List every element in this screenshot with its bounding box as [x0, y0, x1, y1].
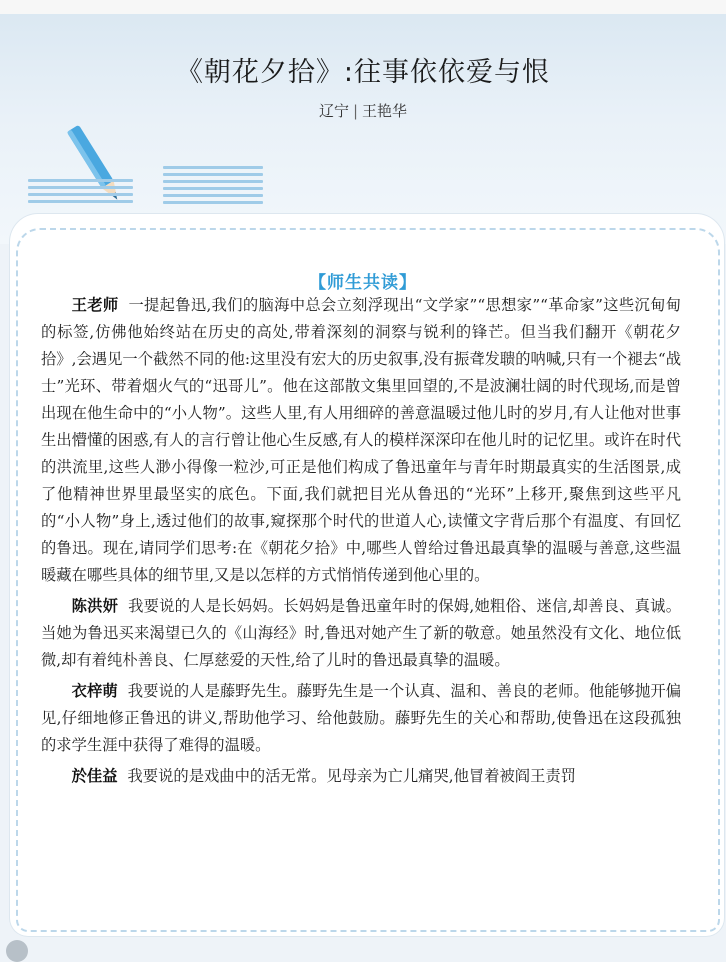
- section-heading: 【师生共读】: [309, 273, 417, 293]
- decorative-stripes-right: [163, 166, 263, 208]
- dialogue-paragraph: [41, 763, 681, 790]
- speaker-text: 我要说的人是藤野先生。藤野先生是一个认真、温和、善良的老师。他能够抛开偏见,仔细地修正鲁迅的讲义,帮助他学习、给他鼓励。藤野先生的关心和帮助,使鲁迅在这段孤独的求学生涯中获得了难得的温暖。: [41, 682, 681, 754]
- article-header: [0, 14, 726, 244]
- page-marker: [6, 940, 28, 962]
- speaker-text: 我要说的人是长妈妈。长妈妈是鲁迅童年时的保姆,她粗俗、迷信,却善良、真诚。当她为鲁迅买来渴望已久的《山海经》时,鲁迅对她产生了新的敬意。她虽然没有文化、地位低微,却有着纯朴善良、仁厚慈爱的天性,给了儿时的鲁迅最真挚的温暖。: [41, 597, 681, 669]
- speaker-name: 王老师: [71, 296, 119, 314]
- author-separator: |: [352, 102, 359, 120]
- author-name: 王艳华: [362, 102, 408, 120]
- speaker-name: 陈洪妍: [71, 597, 119, 615]
- speaker-name: 衣梓萌: [71, 682, 118, 700]
- decorative-stripes-left: [28, 179, 133, 207]
- dialogue-paragraph: [41, 292, 681, 589]
- dialogue-paragraph: [41, 593, 681, 674]
- article-title: 《朝花夕拾》:往事依依爱与恨: [175, 57, 551, 89]
- speaker-name: 於佳益: [71, 767, 118, 785]
- author-region: 辽宁: [318, 102, 349, 120]
- top-band: [0, 0, 726, 15]
- speaker-text: 我要说的是戏曲中的活无常。见母亲为亡儿痛哭,他冒着被阎王责罚: [127, 767, 576, 785]
- dialogue-body: [41, 292, 681, 794]
- speaker-text: 一提起鲁迅,我们的脑海中总会立刻浮现出“文学家”“思想家”“革命家”这些沉甸甸的标签,仿佛他始终站在历史的高处,带着深刻的洞察与锐利的锋芒。但当我们翻开《朝花夕拾》,会遇见一个截然不同的他:这里没有宏大的历史叙事,没有振聋发聩的呐喊,只有一个褪去“战士”光环、带着烟火气的“迅哥儿”。他在这部散文集里回望的,不是波澜壮阔的时代现场,而是曾出现在他生命中的“小人物”。这些人里,有人用细碎的善意温暖过他儿时的岁月,有人让他对世事生出懵懂的困惑,有人的言行曾让他心生反感,有人的模样深深印在他儿时的记忆里。或许在时代的洪流里,这些人渺小得像一粒沙,可正是他们构成了鲁迅童年与青年时期最真实的生活图景,成了他精神世界里最坚实的底色。下面,我们就把目光从鲁迅的“光环”上移开,聚焦到这些平凡的“小人物”身上,透过他们的故事,窥探那个时代的世道人心,读懂文字背后那个有温度、有回忆的鲁迅。现在,请同学们思考:在《朝花夕拾》中,哪些人曾给过鲁迅最真挚的温暖与善意,这些温暖藏在哪些具体的细节里,又是以怎样的方式悄悄传递到他心里的。: [41, 296, 681, 584]
- dialogue-paragraph: [41, 678, 681, 759]
